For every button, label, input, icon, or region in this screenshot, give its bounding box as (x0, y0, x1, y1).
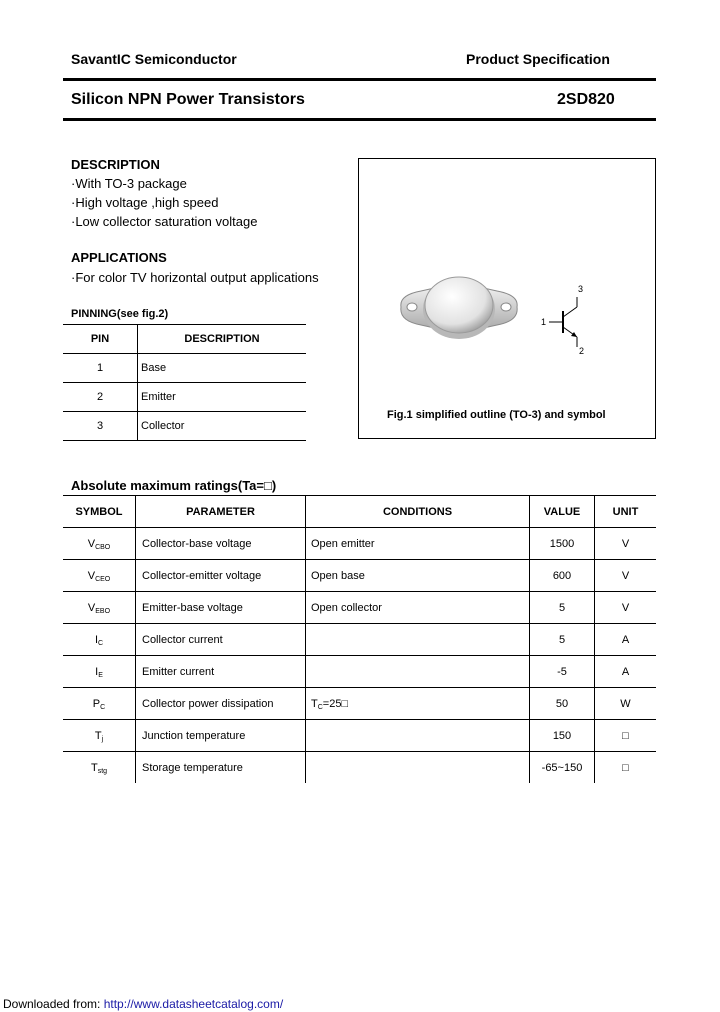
table-row (63, 412, 306, 441)
parameter-col-header: PARAMETER (136, 496, 306, 528)
unit-cell: □ (622, 761, 629, 774)
header-rule-bottom (63, 118, 656, 121)
conditions-cell: Open base (306, 560, 530, 592)
footer-prefix: Downloaded from: (3, 997, 104, 1011)
parameter-cell: Collector-emitter voltage (136, 560, 306, 592)
product-line: Silicon NPN Power Transistors (71, 91, 305, 108)
parameter-cell: Emitter-base voltage (136, 592, 306, 624)
figure-box (358, 158, 656, 439)
value-cell: 5 (530, 624, 595, 656)
symbol-label-collector: 3 (578, 284, 584, 294)
value-cell: 1500 (530, 528, 595, 560)
parameter-cell: Collector current (136, 624, 306, 656)
symbol-cell: VCEO (63, 560, 136, 592)
symbol-label-emitter: 2 (579, 346, 585, 356)
table-row (63, 752, 656, 784)
unit-cell: V (621, 601, 630, 614)
ratings-table (63, 495, 656, 783)
unit-cell: V (621, 569, 630, 582)
unit-cell: W (620, 697, 631, 710)
pin-desc: Base (141, 362, 167, 374)
value-col-header: VALUE (530, 496, 595, 528)
pinning-table (63, 324, 306, 441)
table-row (63, 720, 656, 752)
symbol-cell: IC (63, 624, 136, 656)
value-cell: 150 (530, 720, 595, 752)
table-row (63, 560, 656, 592)
description-item: ·With TO-3 package (71, 176, 187, 191)
pinning-header-row (63, 325, 306, 354)
parameter-cell: Storage temperature (136, 752, 306, 784)
description-heading: DESCRIPTION (71, 157, 160, 172)
symbol-cell: IE (63, 656, 136, 688)
table-row (63, 688, 656, 720)
value-cell: 50 (530, 688, 595, 720)
description-item: ·Low collector saturation voltage (71, 214, 258, 229)
doc-type: Product Specification (466, 51, 610, 67)
parameter-cell: Collector-base voltage (136, 528, 306, 560)
parameter-cell: Emitter current (136, 656, 306, 688)
applications-item: ·For color TV horizontal output applications (71, 270, 319, 285)
header-rule-top (63, 78, 656, 81)
pin-number: 2 (63, 383, 138, 412)
symbol-cell: Tstg (63, 752, 136, 784)
table-row (63, 383, 306, 412)
value-cell: -5 (530, 656, 595, 688)
desc-col-header: DESCRIPTION (184, 333, 260, 345)
value-cell: -65~150 (530, 752, 595, 784)
table-row (63, 528, 656, 560)
ratings-heading: Absolute maximum ratings(Ta=□) (71, 478, 277, 493)
ratings-header-row (63, 496, 656, 528)
parameter-cell: Junction temperature (136, 720, 306, 752)
value-cell: 5 (530, 592, 595, 624)
conditions-cell (306, 624, 530, 656)
pinning-heading: PINNING(see fig.2) (71, 308, 169, 320)
unit-cell: □ (622, 729, 629, 742)
description-item: ·High voltage ,high speed (71, 195, 219, 210)
symbol-label-base: 1 (541, 317, 547, 327)
npn-symbol-icon (359, 159, 655, 399)
conditions-cell: TC=25□ (306, 688, 530, 720)
footer-link[interactable]: http://www.datasheetcatalog.com/ (103, 997, 284, 1011)
conditions-col-header: CONDITIONS (306, 496, 530, 528)
symbol-cell: VCBO (63, 528, 136, 560)
conditions-cell (306, 752, 530, 784)
pin-number: 3 (63, 412, 138, 441)
pin-number: 1 (63, 354, 138, 383)
value-cell: 600 (530, 560, 595, 592)
conditions-cell (306, 720, 530, 752)
pin-desc: Emitter (141, 391, 176, 403)
parameter-cell: Collector power dissipation (136, 688, 306, 720)
pin-col-header: PIN (63, 325, 138, 354)
pin-desc: Collector (141, 420, 185, 432)
symbol-cell: VEBO (63, 592, 136, 624)
table-row (63, 624, 656, 656)
company-name: SavantIC Semiconductor (71, 51, 237, 67)
conditions-cell: Open collector (306, 592, 530, 624)
symbol-col-header: SYMBOL (63, 496, 136, 528)
figure-caption: Fig.1 simplified outline (TO-3) and symbol (387, 409, 606, 421)
conditions-cell (306, 656, 530, 688)
unit-col-header: UNIT (612, 505, 639, 518)
unit-cell: V (621, 537, 630, 550)
footer (3, 997, 283, 1011)
description-list (71, 174, 257, 231)
part-number: 2SD820 (557, 91, 615, 108)
symbol-cell: PC (63, 688, 136, 720)
table-row (63, 354, 306, 383)
unit-cell: A (621, 665, 630, 678)
table-row (63, 656, 656, 688)
symbol-cell: Tj (63, 720, 136, 752)
unit-cell: A (621, 633, 630, 646)
applications-heading: APPLICATIONS (71, 250, 167, 265)
table-row (63, 592, 656, 624)
conditions-cell: Open emitter (306, 528, 530, 560)
